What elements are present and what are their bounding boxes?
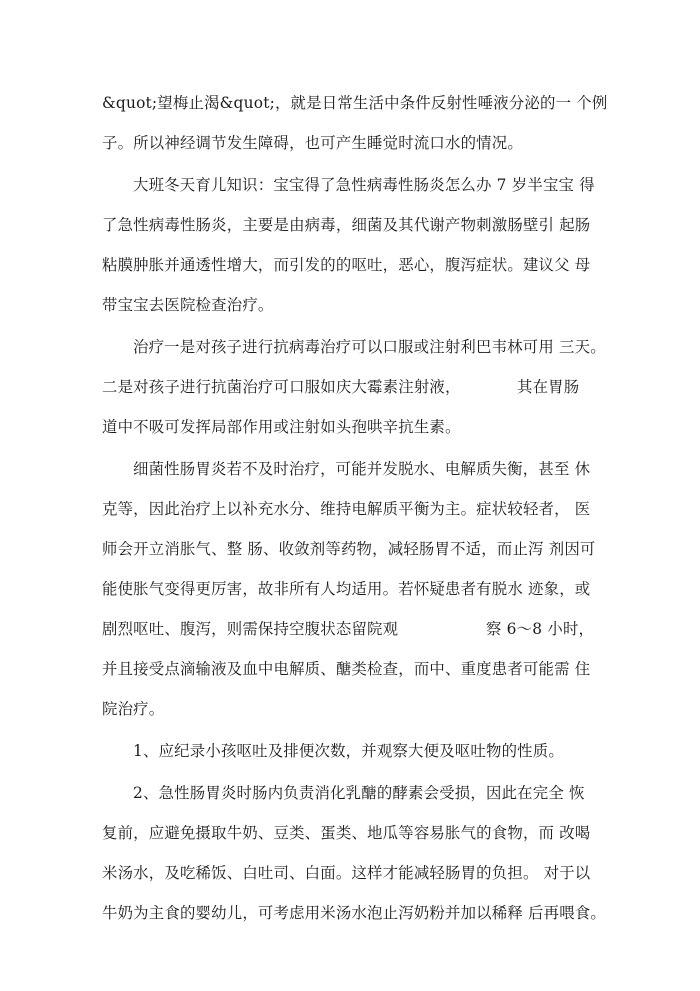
paragraph-6-line-3: 米汤水，及吃稀饭、白吐司、白面。这样才能减轻肠胃的负担。 对于以: [102, 864, 591, 882]
paragraph-4-line-4: 能使胀气变得更厉害，故非所有人均适用。若怀疑患者有脱水 迹象，或: [102, 580, 591, 598]
paragraph-3-line-2b: 其在胃肠: [517, 378, 580, 396]
paragraph-5-line-1: 1、应纪录小孩呕吐及排便次数，并观察大便及呕吐物的性质。: [133, 742, 564, 760]
paragraph-4-line-7: 院治疗。: [102, 700, 165, 718]
paragraph-2-line-4: 带宝宝去医院检查治疗。: [102, 296, 274, 314]
paragraph-2-line-3: 粘膜肿胀并通透性增大，而引发的的呕吐，恶心，腹泻症状。建议父 母: [102, 256, 591, 274]
paragraph-3-line-2: 二是对孩子进行抗菌治疗可口服如庆大霉素注射液，: [102, 378, 461, 396]
paragraph-3-line-1: 治疗一是对孩子进行抗病毒治疗可以口服或注射利巴韦林可用 三天。: [133, 338, 606, 356]
paragraph-1-line-1: &quot;望梅止渴&quot;，就是日常生活中条件反射性唾液分泌的一 个例: [102, 94, 608, 112]
paragraph-4-line-1: 细菌性肠胃炎若不及时治疗，可能并发脱水、电解质失衡，甚至 休: [133, 460, 591, 478]
paragraph-2-line-2: 了急性病毒性肠炎，主要是由病毒，细菌及其代谢产物刺激肠壁引 起肠: [102, 216, 591, 234]
paragraph-4-line-3: 师会开立消胀气、整 肠、收敛剂等药物，减轻肠胃不适，而止泻 剂因可: [102, 540, 596, 558]
paragraph-6-line-2: 复前，应避免摄取牛奶、豆类、蛋类、地瓜等容易胀气的食物，而 改喝: [102, 824, 591, 842]
paragraph-6-line-1: 2、急性肠胃炎时肠内负责消化乳醣的酵素会受损，因此在完全 恢: [133, 784, 585, 802]
paragraph-4-line-6: 并且接受点滴输液及血中电解质、醣类检查，而中、重度患者可能需 住: [102, 660, 591, 678]
paragraph-4-line-5: 剧烈呕吐、腹泻，则需保持空腹状态留院观: [102, 620, 399, 638]
paragraph-2-line-1: 大班冬天育儿知识：宝宝得了急性病毒性肠炎怎么办 7 岁半宝宝 得: [133, 176, 595, 194]
paragraph-6-line-4: 牛奶为主食的婴幼儿，可考虑用米汤水泡止泻奶粉并加以稀释 后再喂食。: [102, 904, 606, 922]
paragraph-3-line-3: 道中不吸可发挥局部作用或注射如头孢哄辛抗生素。: [102, 418, 461, 436]
paragraph-4-line-2: 克等，因此治疗上以补充水分、维持电解质平衡为主。症状较轻者， 医: [102, 500, 591, 518]
paragraph-4-line-5b: 察 6〜8 小时，: [486, 620, 595, 638]
paragraph-1-line-2: 子。所以神经调节发生障碍，也可产生睡觉时流口水的情况。: [102, 134, 523, 152]
